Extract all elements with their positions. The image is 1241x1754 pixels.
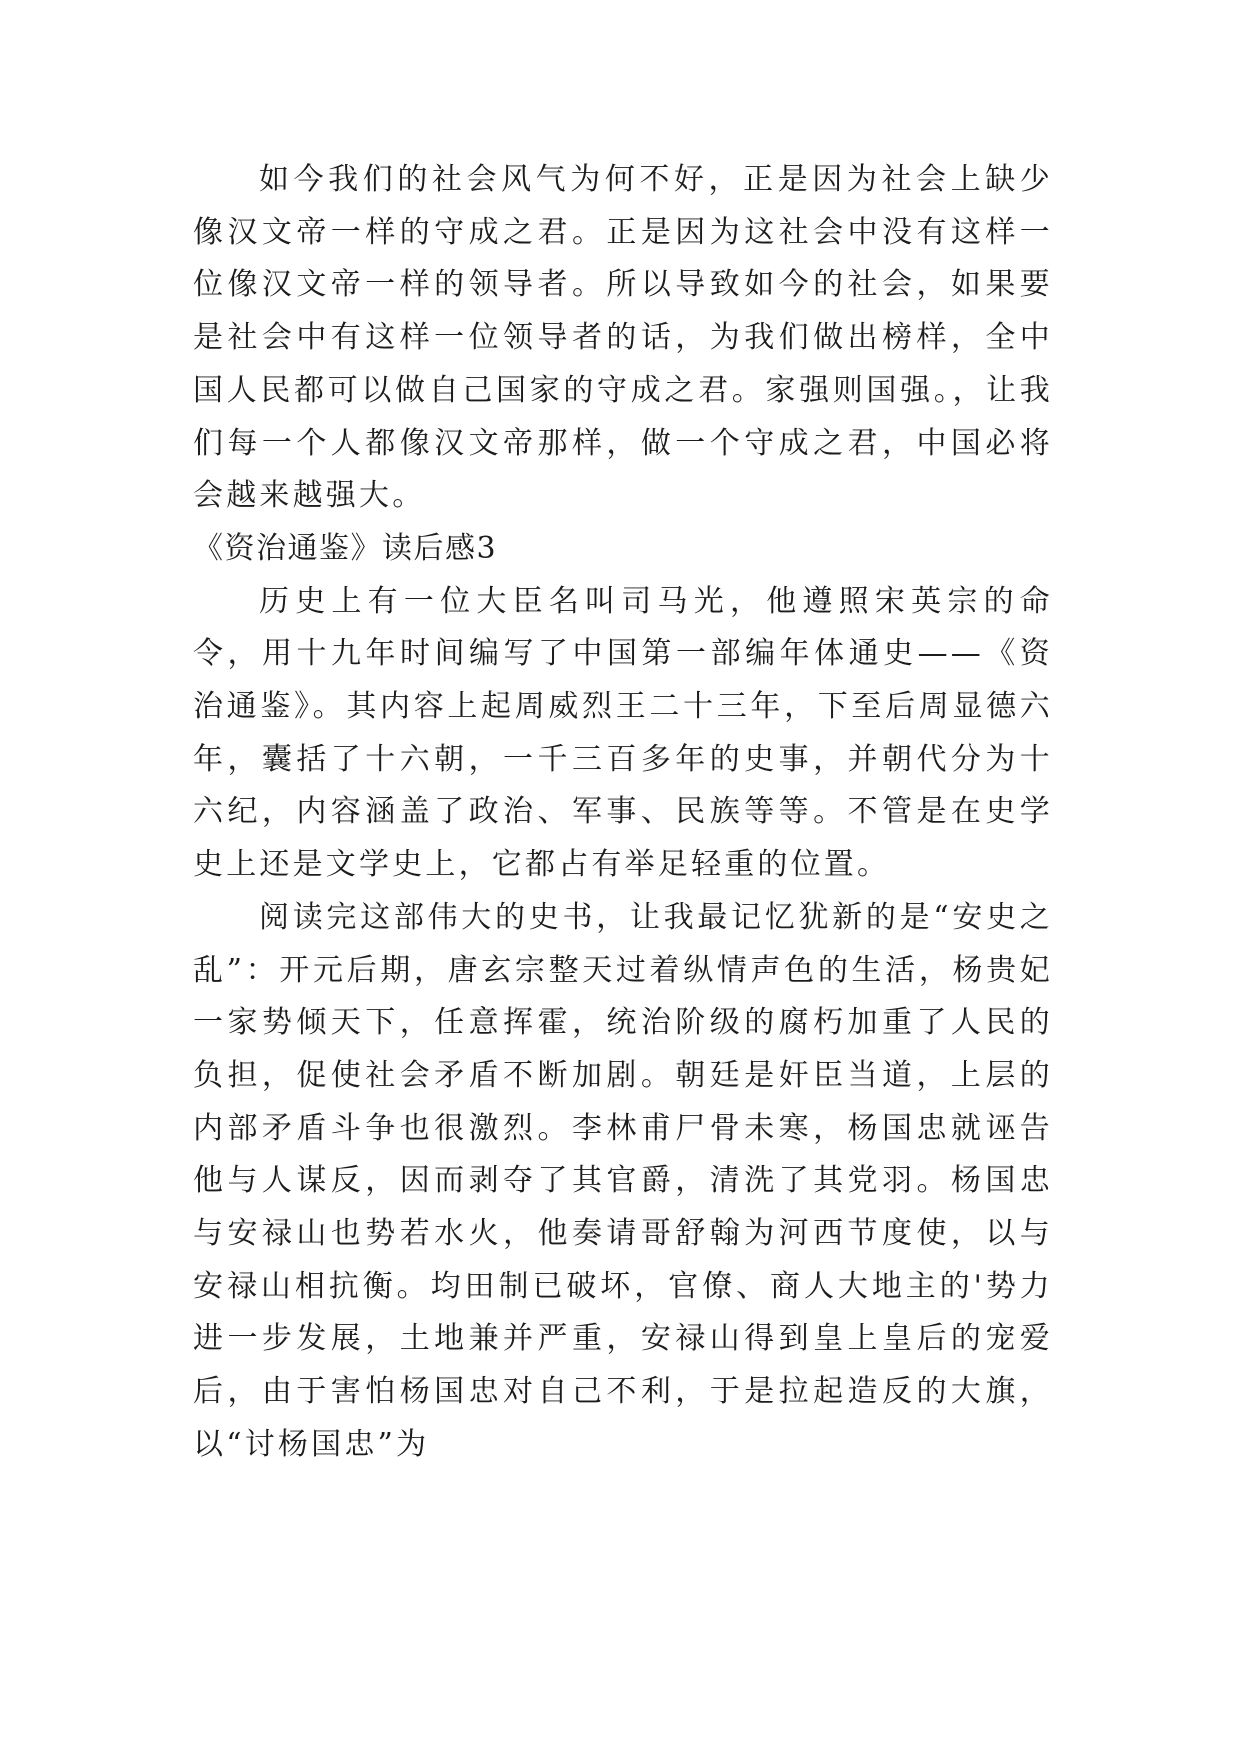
paragraph: 历史上有一位大臣名叫司马光，他遵照宋英宗的命令，用十九年时间编写了中国第一部编年体通史——《资治通鉴》。其内容上起周威烈王二十三年，下至后周显德六年，囊括了十六朝，一千三百多年的史事，并朝代分为十六纪，内容涵盖了政治、军事、民族等等。不管是在史学史上还是文学史上，它都占有举足轻重的位置。 (193, 583, 1053, 883)
document-body (193, 154, 1053, 1472)
section-heading: 《资治通鉴》读后感3 (193, 530, 498, 566)
paragraph: 阅读完这部伟大的史书，让我最记忆犹新的是“安史之乱”：开元后期，唐玄宗整天过着纵情声色的生活，杨贵妃一家势倾天下，任意挥霍，统治阶级的腐朽加重了人民的负担，促使社会矛盾不断加剧。朝廷是奸臣当道，上层的内部矛盾斗争也很激烈。李林甫尸骨未寒，杨国忠就诬告他与人谋反，因而剥夺了其官爵，清洗了其党羽。杨国忠与安禄山也势若水火，他奏请哥舒翰为河西节度使，以与安禄山相抗衡。均田制已破坏，官僚、商人大地主的'势力进一步发展，土地兼并严重，安禄山得到皇上皇后的宠爱后，由于害怕杨国忠对自己不利，于是拉起造反的大旗，以“讨杨国忠”为 (193, 899, 1053, 1462)
paragraph: 如今我们的社会风气为何不好，正是因为社会上缺少像汉文帝一样的守成之君。正是因为这社会中没有这样一位像汉文帝一样的领导者。所以导致如今的社会，如果要是社会中有这样一位领导者的话，为我们做出榜样，全中国人民都可以做自己国家的守成之君。家强则国强。，让我们每一个人都像汉文帝那样，做一个守成之君，中国必将会越来越强大。 (193, 162, 1053, 514)
